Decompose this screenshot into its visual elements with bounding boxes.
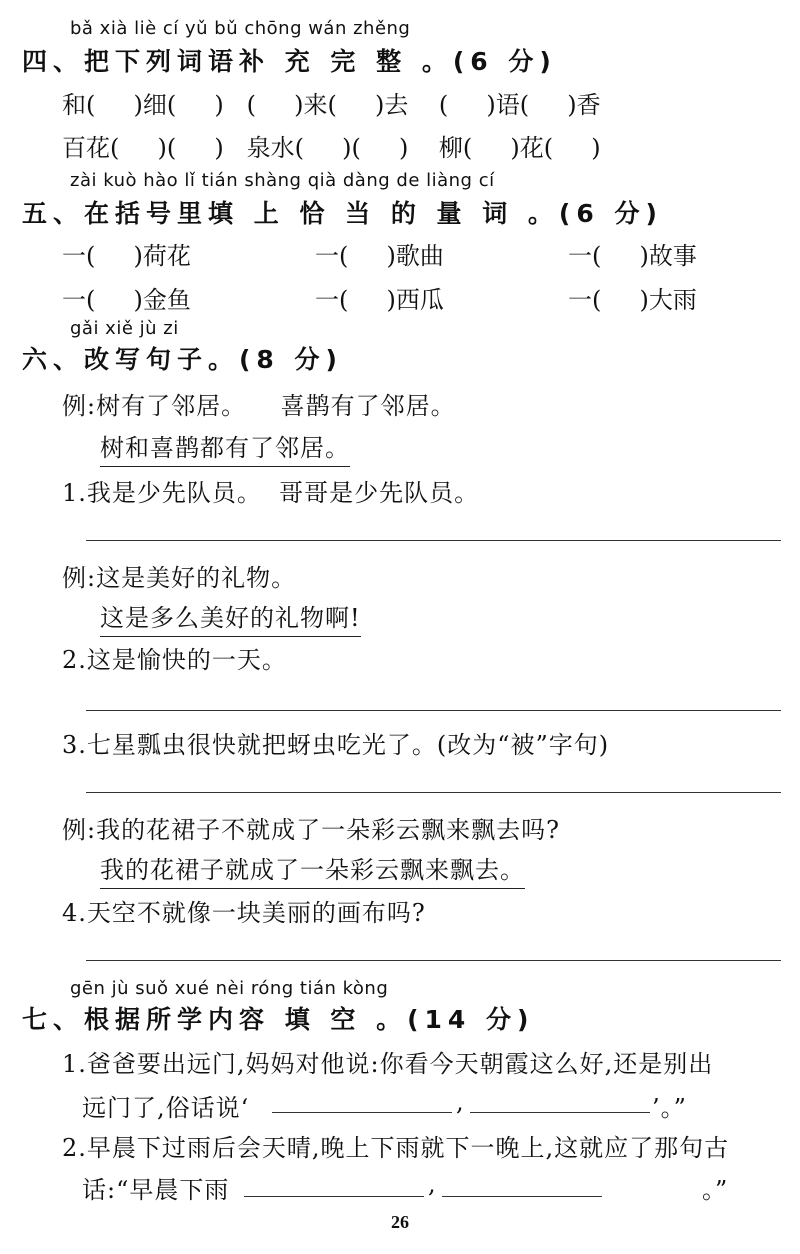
section5-item[interactable]: 一( )金鱼 — [62, 286, 191, 314]
fill-blank-q1-b[interactable] — [470, 1112, 650, 1113]
section7-q1-close: ’。” — [652, 1094, 687, 1122]
question3: 3.七星瓢虫很快就把蚜虫吃光了。(改为“被”字句) — [62, 731, 610, 759]
section7-q2-comma: , — [428, 1170, 437, 1198]
section5-item[interactable]: 一( )荷花 — [62, 242, 191, 270]
section4-row2[interactable]: 百花( )( ) 泉水( )( ) 柳( )花( ) — [62, 134, 601, 162]
answer-line-q1[interactable] — [86, 540, 781, 541]
section7-title: 七、根据所学内容 填 空 。(14 分) — [22, 1005, 535, 1034]
section4-row1[interactable]: 和( )细( ) ( )来( )去 ( )语( )香 — [62, 91, 601, 119]
section7-q2-line1: 2.早晨下过雨后会天晴,晚上下雨就下一晚上,这就应了那句古 — [62, 1134, 730, 1162]
section7-q2-close: 。” — [702, 1176, 729, 1204]
section7-q1-comma: , — [456, 1088, 465, 1116]
fill-blank-q2-b[interactable] — [442, 1196, 602, 1197]
answer-line-q2[interactable] — [86, 710, 781, 711]
section7-q2-line2-start: 话:“早晨下雨 — [82, 1176, 230, 1204]
example1-question: 例:树有了邻居。 喜鹊有了邻居。 — [62, 392, 456, 420]
fill-blank-q1-a[interactable] — [272, 1112, 452, 1113]
section5-item[interactable]: 一( )大雨 — [568, 286, 697, 314]
example3-answer-text: 我的花裙子就成了一朵彩云飘来飘去。 — [100, 856, 525, 889]
fill-blank-q2-a[interactable] — [244, 1196, 424, 1197]
example2-question: 例:这是美好的礼物。 — [62, 564, 297, 592]
section6-title: 六、改写句子。(8 分) — [22, 345, 343, 374]
section5-item[interactable]: 一( )西瓜 — [315, 286, 444, 314]
answer-line-q4[interactable] — [86, 960, 781, 961]
section4-pinyin: bǎ xià liè cí yǔ bǔ chōng wán zhěng — [70, 18, 411, 39]
example3-answer — [100, 850, 525, 885]
example1-answer-text: 树和喜鹊都有了邻居。 — [100, 434, 350, 467]
section6-pinyin: gǎi xiě jù zi — [70, 318, 179, 339]
example1-answer — [100, 428, 350, 463]
section5-item[interactable]: 一( )歌曲 — [315, 242, 444, 270]
example2-answer — [100, 598, 361, 633]
example2-answer-text: 这是多么美好的礼物啊! — [100, 604, 361, 637]
question2: 2.这是愉快的一天。 — [62, 646, 287, 674]
question4: 4.天空不就像一块美丽的画布吗? — [62, 899, 426, 927]
section7-q1-line1: 1.爸爸要出远门,妈妈对他说:你看今天朝霞这么好,还是别出 — [62, 1050, 714, 1078]
section4-title: 四、把下列词语补 充 完 整 。(6 分) — [22, 47, 557, 76]
section5-pinyin: zài kuò hào lǐ tián shàng qià dàng de liàng cí — [70, 170, 495, 191]
section5-item[interactable]: 一( )故事 — [568, 242, 697, 270]
section7-pinyin: gēn jù suǒ xué nèi róng tián kòng — [70, 978, 389, 999]
section5-title: 五、在括号里填 上 恰 当 的 量 词 。(6 分) — [22, 199, 663, 228]
answer-line-q3[interactable] — [86, 792, 781, 793]
question1: 1.我是少先队员。 哥哥是少先队员。 — [62, 479, 480, 507]
page-number: 26 — [391, 1212, 409, 1232]
example3-question: 例:我的花裙子不就成了一朵彩云飘来飘去吗? — [62, 816, 560, 844]
section7-q1-line2-start: 远门了,俗话说‘ — [82, 1094, 250, 1122]
